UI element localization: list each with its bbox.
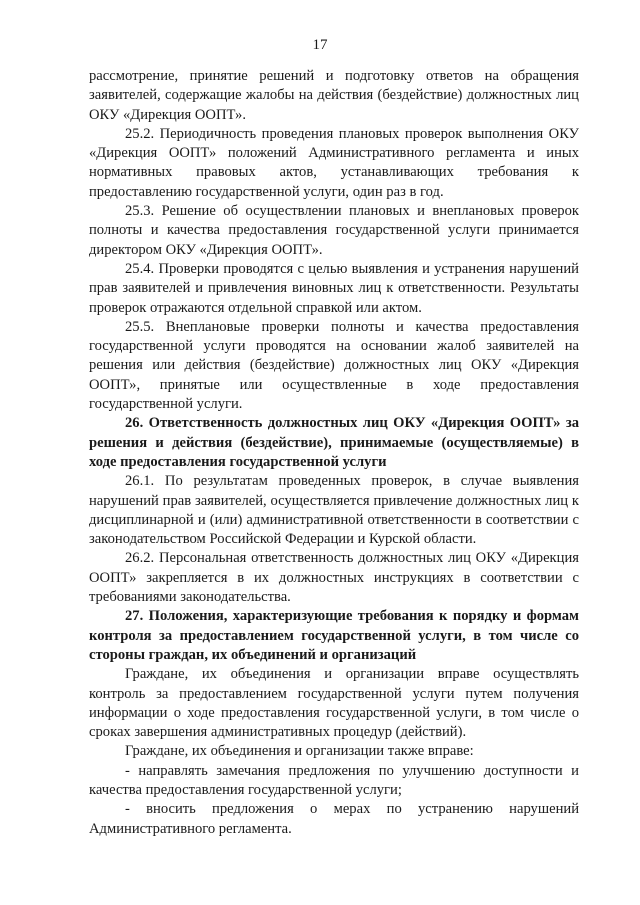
- list-item-proposals: - вносить предложения о мерах по устранению нарушений Административного регламента.: [89, 801, 579, 837]
- paragraph-26-1: 26.1. По результатам проведенных проверок, в случае выявления нарушений прав заявителей, осуществляется привлечение должностных лиц к дисциплинарной и (или) административной ответственности в соответствии с законодательством Российской Федерации и Курской области.: [89, 473, 579, 548]
- section-heading-27: 27. Положения, характеризующие требования к порядку и формам контроля за предоставлением государственной услуги, в том числе со стороны граждан, их объединений и организаций: [89, 608, 579, 663]
- list-item-remarks: - направлять замечания предложения по улучшению доступности и качества предоставления государственной услуги;: [89, 762, 579, 798]
- paragraph-continuation: рассмотрение, принятие решений и подготовку ответов на обращения заявителей, содержащие жалобы на действия (бездействие) должностных лиц ОКУ «Дирекция ООПТ».: [89, 68, 579, 123]
- paragraph-citizens-rights: Граждане, их объединения и организации также вправе:: [125, 743, 474, 760]
- paragraph-25-3: 25.3. Решение об осуществлении плановых и внеплановых проверок полноты и качества предоставления государственной услуги принимается директором ОКУ «Дирекция ООПТ».: [89, 203, 579, 258]
- document-body: [89, 67, 579, 839]
- section-heading-26: 26. Ответственность должностных лиц ОКУ «Дирекция ООПТ» за решения и действия (бездействие), принимаемые (осуществляемые) в ходе предоставления государственной услуги: [89, 415, 579, 470]
- paragraph-26-2: 26.2. Персональная ответственность должностных лиц ОКУ «Дирекция ООПТ» закрепляется в их должностных инструкциях в соответствии с требованиями законодательства.: [89, 550, 579, 606]
- paragraph-25-5: 25.5. Внеплановые проверки полноты и качества предоставления государственной услуги проводятся на основании жалоб заявителей на решения или действия (бездействие) должностных лиц ОКУ «Дирекция ООПТ», принятые или осуществленные в ходе предоставления государственной услуги.: [89, 318, 579, 413]
- page-number: 17: [312, 37, 328, 53]
- paragraph-25-4: 25.4. Проверки проводятся с целью выявления и устранения нарушений прав заявителей и привлечения виновных лиц к ответственности. Результаты проверок отражаются отдельной справкой или актом.: [89, 260, 579, 316]
- paragraph-citizens-control: Граждане, их объединения и организации вправе осуществлять контроль за предоставлением государственной услуги путем получения информации о ходе предоставления государственной услуги, в том числе о сроках завершения административных процедур (действий).: [89, 666, 579, 741]
- paragraph-25-2: 25.2. Периодичность проведения плановых проверок выполнения ОКУ «Дирекция ООПТ» положений Административного регламента и иных нормативных правовых актов, устанавливающих требования к предоставлению государственной услуги, один раз в год.: [89, 125, 579, 200]
